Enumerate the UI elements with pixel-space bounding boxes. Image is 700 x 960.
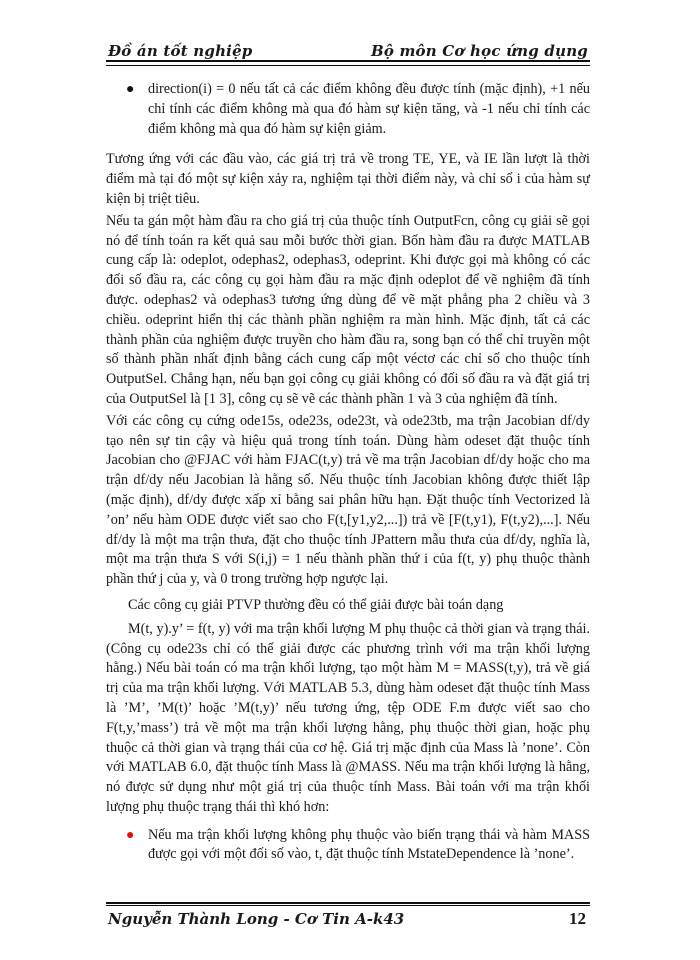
- bullet-icon: ●: [126, 827, 135, 843]
- bullet-text: direction(i) = 0 nếu tất cả các điểm không đều được tính (mặc định), +1 nếu chỉ tính các điểm không mà qua đó hàm sự kiện tăng, và -1 nếu chỉ tính các điểm không mà qua đó hàm sự kiện giảm.: [148, 81, 590, 137]
- header-left-title: Đồ án tốt nghiệp: [108, 42, 253, 60]
- footer-rule-thin: [106, 905, 590, 906]
- header-rule: [106, 60, 590, 62]
- bullet-item-direction: [106, 80, 590, 139]
- footer-rule: [106, 902, 590, 904]
- bullet-item-mass: [106, 826, 590, 866]
- page-number: 12: [569, 909, 586, 928]
- paragraph-indented: M(t, y).y’ = f(t, y) với ma trận khối lượng M phụ thuộc cả thời gian và trạng thái. (Công cụ ode23s chỉ có thể giải được các phương trình với ma trận khối lượng hằng.) Nếu bài toán có ma trận khối lượng, tạo một hàm M = MASS(t,y), trả về giá trị của ma trận khối lượng. Với MATLAB 5.3, dùng hàm odeset đặt thuộc tính Mass là ’M’, ’M(t)’ hoặc ’M(t,y)’ nếu tương ứng, tệp ODE F.m được viết sao cho F(t,y,’mass’) trả về một ma trận khối lượng hằng, phụ thuộc thời gian, hoặc phụ thuộc cả thời gian và trạng thái của cơ hệ. Giá trị mặc định của Mass là ’none’. Còn với MATLAB 6.0, đặt thuộc tính Mass là @MASS. Nếu ma trận khối lượng là hằng, nó được sử dụng như một giá trị của thuộc tính Mass. Bài toán với ma trận khối lượng phụ thuộc trạng thái thì khó hơn:: [106, 620, 590, 815]
- paragraph: Với các công cụ cứng ode15s, ode23s, ode23t, và ode23tb, ma trận Jacobian df/dy tạo nên sự tin cậy và hiệu quả trong tính toán. Dùng hàm odeset đặt thuộc tính Jacobian cho @FJAC với hàm FJAC(t,y) trả về ma trận Jacobian df/dy hoặc cho ma trận df/dy nếu Jacobian là hằng số. Nếu thuộc tính Jacobian không được thiết lập (mặc định), df/dy được xấp xỉ bằng sai phân hữu hạn. Đặt thuộc tính Vectorized là ’on’ nếu hàm ODE được viết sao cho F(t,[y1,y2,...]) trả về [F(t,y1), F(t,y2),...]. Nếu df/dy là một ma trận thưa, đặt cho thuộc tính JPattern mẫu thưa của df/dy, nghĩa là, một ma trận thưa S với S(i,j) = 1 nếu thành phần thứ i của f(t, y) phụ thuộc thành phần thứ j của y, và 0 trong trường hợp ngược lại.: [106, 412, 590, 588]
- paragraph-indented: Các công cụ giải PTVP thường đều có thể giải được bài toán dạng: [128, 596, 504, 613]
- bullet-text: Nếu ma trận khối lượng không phụ thuộc vào biến trạng thái và hàm MASS được gọi với một đối số vào, t, đặt thuộc tính MstateDependence là ’none’.: [148, 826, 590, 863]
- paragraph: Tương ứng với các đầu vào, các giá trị trả về trong TE, YE, và IE lần lượt là thời điểm mà tại đó một sự kiện xảy ra, nghiệm tại thời điểm này, và chỉ số i của hàm sự kiện bị triệt tiêu.: [106, 151, 590, 207]
- page-footer: [106, 902, 590, 928]
- bullet-icon: ●: [126, 82, 135, 97]
- page-body: [106, 80, 590, 876]
- header-right-title: Bộ môn Cơ học ứng dụng: [370, 42, 588, 60]
- page-header: [106, 38, 590, 62]
- header-rule-thin: [106, 65, 590, 66]
- footer-author: Nguyễn Thành Long - Cơ Tin A-k43: [108, 910, 405, 928]
- paragraph: Nếu ta gán một hàm đầu ra cho giá trị của thuộc tính OutputFcn, công cụ giải sẽ gọi nó để tính toán ra kết quả sau mỗi bước thời gian. Bốn hàm đầu ra được MATLAB cung cấp là: odeplot, odephas2, odephas3, odeprint. Khi được gọi mà không có các đối số đầu ra, các công cụ gọi hàm đầu ra mặc định odeplot để vẽ nghiệm đã tính được. odephas2 và odephas3 tương ứng dùng để vẽ mặt phẳng pha 2 chiều và 3 chiều. odeprint hiển thị các thành phần nghiệm ra màn hình. Mặc định, tất cả các thành phần của nghiệm được truyền cho hàm đầu ra, song bạn có thể chỉ truyền một số thành phần nhất định bằng cách cung cấp một véctơ các chỉ số cho thuộc tính OutputSel. Chẳng hạn, nếu bạn gọi công cụ giải không có đối số đầu ra và đặt giá trị của OutputSel là [1 3], công cụ sẽ vẽ các thành phần 1 và 3 của nghiệm đã tính.: [106, 212, 590, 407]
